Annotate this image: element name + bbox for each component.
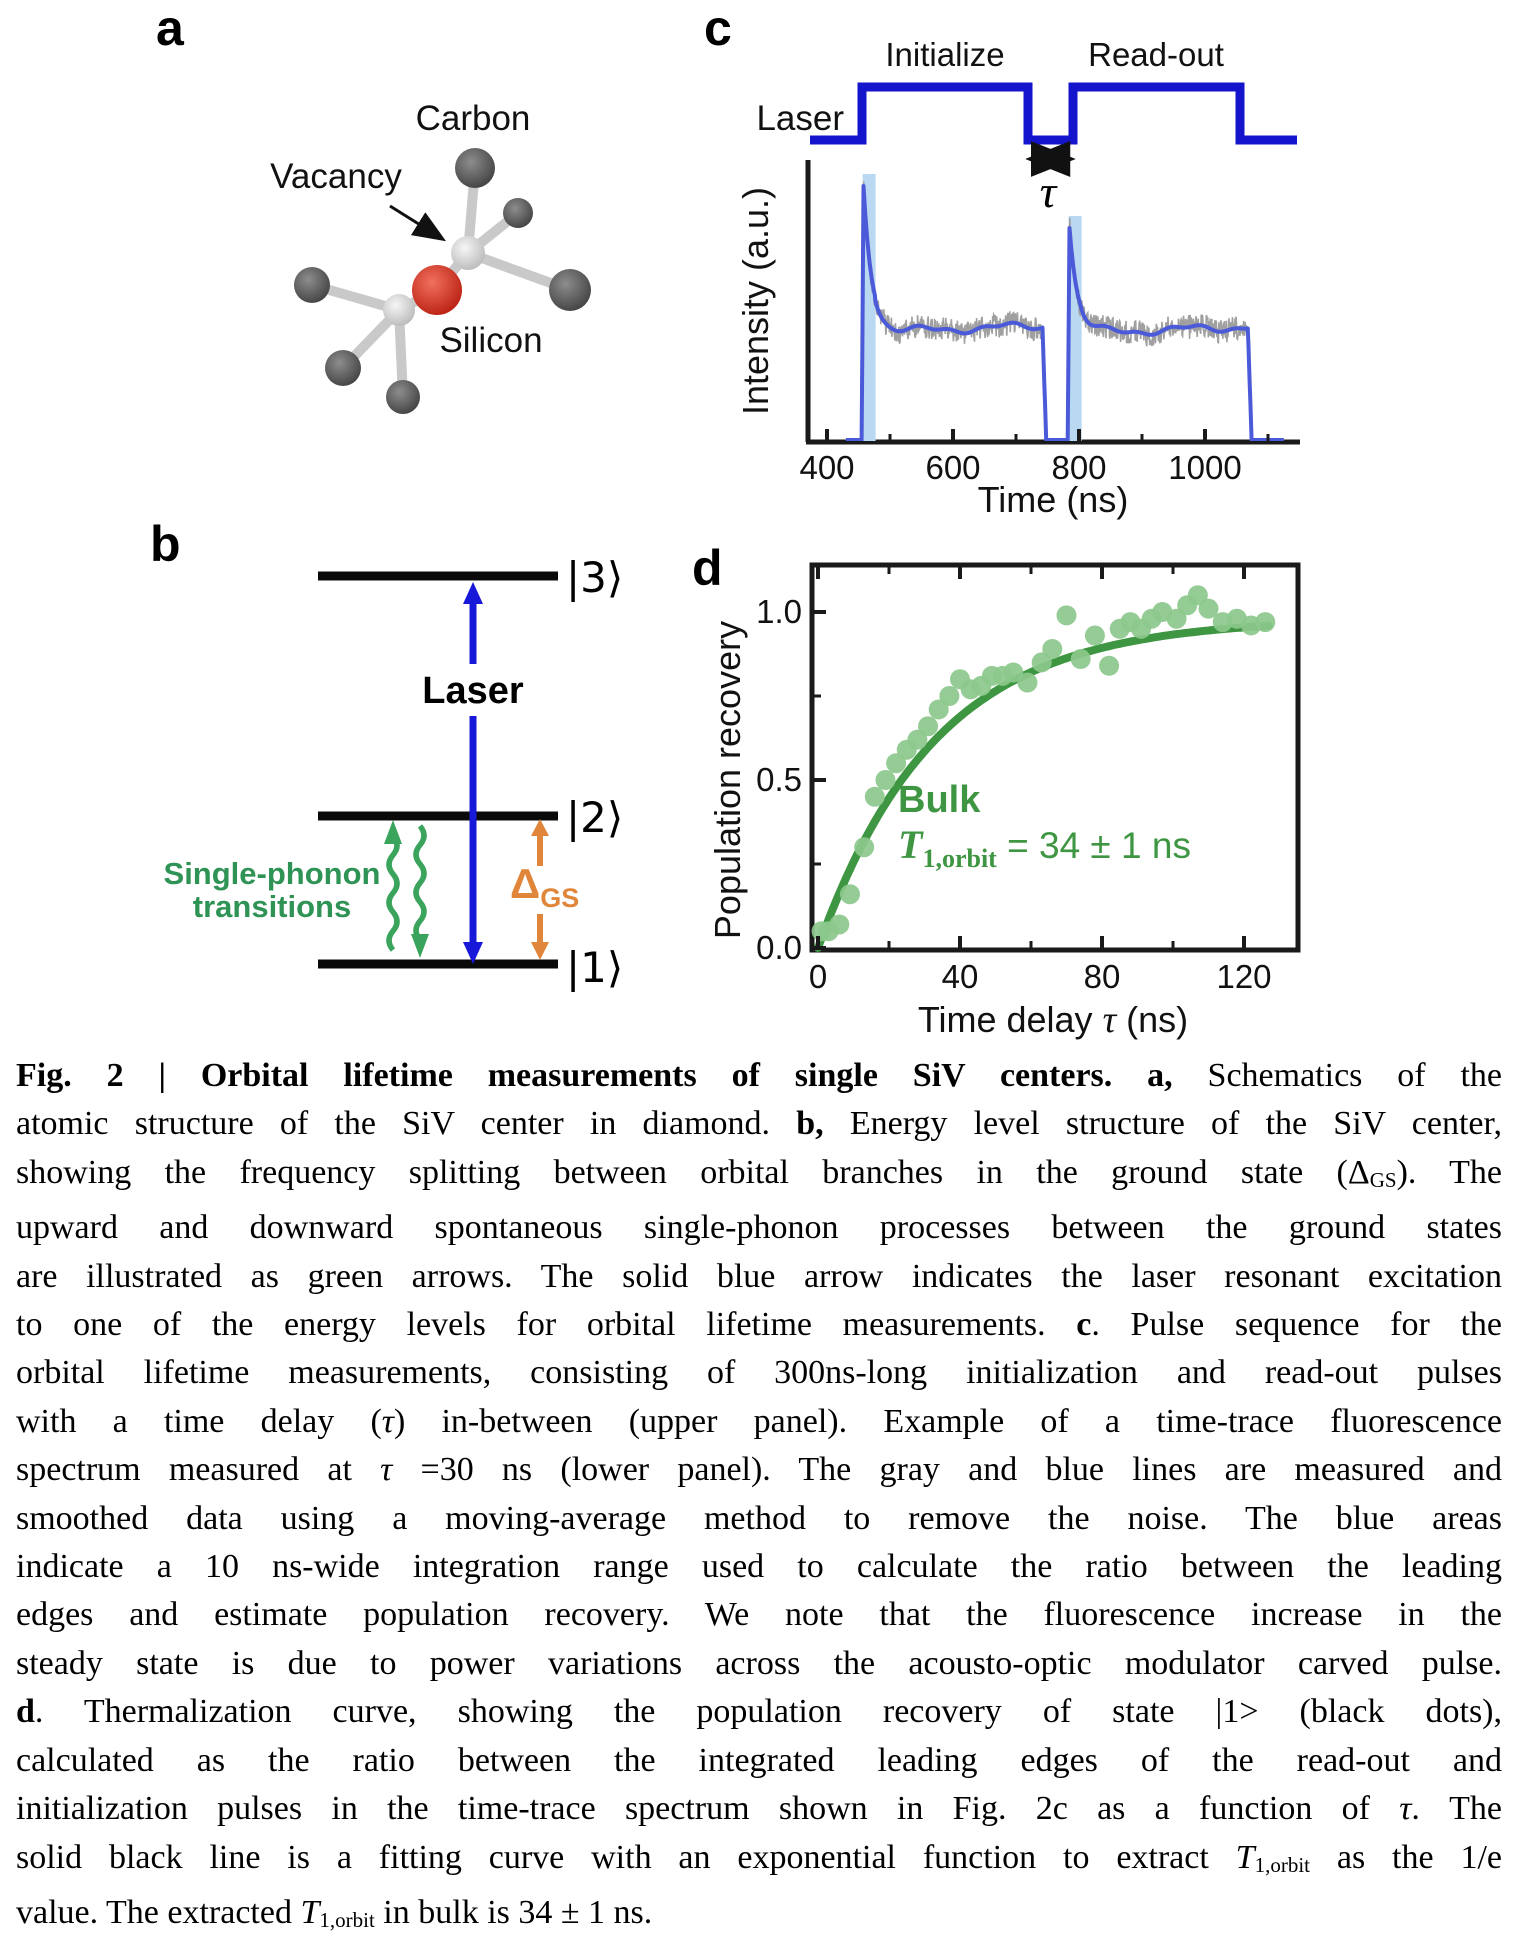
panel-c-pulse-and-trace xyxy=(600,0,1514,540)
x-tick-label: 1000 xyxy=(1168,449,1242,486)
laser-label: Laser xyxy=(422,670,524,712)
caption-text: smoothed data using a moving-average method to remove the noise. The blue areas xyxy=(16,1499,1502,1537)
data-point xyxy=(939,686,959,706)
caption-text: initialization pulses in the time-trace spectrum shown in Fig. 2c as a function of xyxy=(16,1790,1400,1828)
caption-line xyxy=(16,1204,1502,1252)
data-point xyxy=(865,787,885,807)
caption-text: value. The extracted xyxy=(16,1893,301,1931)
caption-text: c xyxy=(1076,1306,1092,1344)
data-point xyxy=(1099,656,1119,676)
bulk-annotation: Bulk xyxy=(898,779,981,821)
caption-line xyxy=(16,1253,1502,1301)
caption-text: solid black line is a fitting curve with an exponential function to extract xyxy=(16,1838,1236,1876)
caption-text: 1,orbit xyxy=(319,1907,375,1932)
caption-text: 1,orbit xyxy=(1254,1852,1311,1877)
caption-text: T xyxy=(1235,1838,1255,1876)
level-3-label: |3⟩ xyxy=(566,553,624,602)
silicon-label: Silicon xyxy=(439,321,543,360)
recovery-data xyxy=(812,585,1276,948)
data-point xyxy=(854,837,874,857)
caption-text: τ xyxy=(1399,1790,1412,1828)
phonon-up-arrow xyxy=(389,836,397,950)
caption-text: . The xyxy=(1411,1790,1503,1828)
data-point xyxy=(829,914,849,934)
t1-orbit-annotation: T1,orbit = 34 ± 1 ns xyxy=(898,822,1191,873)
laser-arrow xyxy=(463,582,483,964)
smoothed-trace xyxy=(846,186,1284,440)
panel-c-label: c xyxy=(704,0,732,56)
caption-text: steady state is due to power variations across the acousto-optic modulator carved pulse. xyxy=(16,1644,1502,1682)
caption-line xyxy=(16,1640,1502,1688)
x-tick-label: 400 xyxy=(799,449,855,486)
tau-delay-label: τ xyxy=(1039,166,1057,217)
data-point xyxy=(1017,673,1037,693)
caption-line xyxy=(16,1688,1502,1736)
recovery-xlabel: Time delay τ (ns) xyxy=(917,999,1189,1041)
x-tick-label: 0 xyxy=(808,958,828,995)
caption-line xyxy=(16,1149,1502,1204)
data-point xyxy=(1255,612,1275,632)
caption-text: ). The xyxy=(1396,1153,1503,1191)
x-tick-label: 80 xyxy=(1083,958,1121,995)
silicon-atom xyxy=(412,265,462,315)
single-phonon-arrows xyxy=(384,820,429,958)
caption-text: calculated as the ratio between the integrated leading edges of the read-out and xyxy=(16,1741,1502,1779)
caption-text: are illustrated as green arrows. The solid blue arrow indicates the laser resonant excitation xyxy=(16,1257,1502,1295)
data-point xyxy=(1085,626,1105,646)
caption-text: indicate a 10 ns-wide integration range used to calculate the ratio between the leading xyxy=(16,1548,1502,1586)
caption-text: τ xyxy=(381,1402,394,1440)
x-tick-label: 600 xyxy=(925,449,981,486)
caption-text: orbital lifetime measurements, consisting of 300ns-long initialization and read-out pulses xyxy=(16,1354,1502,1392)
caption-text: GS xyxy=(1369,1167,1397,1192)
x-tick-label: 40 xyxy=(941,958,979,995)
caption-text: d xyxy=(16,1693,35,1731)
figure-caption xyxy=(16,1052,1502,1944)
caption-line xyxy=(16,1834,1502,1889)
caption-text: atomic structure of the SiV center in diamond. xyxy=(16,1105,797,1143)
caption-line xyxy=(16,1398,1502,1446)
laser-pulse-waveform xyxy=(810,87,1297,140)
vacancy-label: Vacancy xyxy=(270,157,402,196)
caption-text: in bulk is 34 ± 1 ns. xyxy=(374,1893,653,1931)
data-point xyxy=(918,716,938,736)
panel-a-structure xyxy=(140,60,660,440)
data-point xyxy=(1057,605,1077,625)
caption-text: ) in-between (upper panel). Example of a time-trace fluorescence xyxy=(393,1402,1502,1440)
caption-line xyxy=(16,1100,1502,1148)
caption-line xyxy=(16,1301,1502,1349)
readout-label: Read-out xyxy=(1088,36,1224,73)
caption-line xyxy=(16,1495,1502,1543)
trace-ylabel: Intensity (a.u.) xyxy=(735,186,776,416)
panel-b-label: b xyxy=(150,516,181,572)
measured-trace xyxy=(862,182,1043,440)
measured-trace xyxy=(1068,218,1248,439)
caption-text: showing the frequency splitting between orbital branches in the ground state (Δ xyxy=(16,1153,1370,1191)
panel-d-label: d xyxy=(692,540,723,596)
vacancy-arrow xyxy=(390,206,441,238)
caption-text: T xyxy=(300,1893,320,1931)
data-point xyxy=(1042,639,1062,659)
carbon-label: Carbon xyxy=(415,99,531,138)
caption-text: with a time delay ( xyxy=(16,1402,382,1440)
data-point xyxy=(1071,649,1091,669)
panel-a-label: a xyxy=(156,0,184,56)
y-tick-label: 0.0 xyxy=(756,929,802,966)
caption-text: =30 ns (lower panel). The gray and blue lines are measured and xyxy=(392,1451,1502,1489)
caption-text: as the 1/e xyxy=(1310,1838,1502,1876)
y-tick-label: 0.5 xyxy=(756,761,802,798)
recovery-ylabel: Population recovery xyxy=(707,620,748,940)
caption-line xyxy=(16,1889,1502,1944)
laser-pulse-label: Laser xyxy=(756,99,844,138)
caption-text: Fig. 2 | Orbital lifetime measurements of single SiV centers. a, xyxy=(16,1057,1173,1094)
panel-d-thermalization xyxy=(660,540,1514,1060)
caption-text: τ xyxy=(380,1451,393,1489)
trace-xlabel: Time (ns) xyxy=(977,479,1129,520)
data-point xyxy=(875,770,895,790)
initialize-label: Initialize xyxy=(885,36,1005,73)
panel-b-energy-levels xyxy=(120,510,700,1020)
data-point xyxy=(840,884,860,904)
fluorescence-trace xyxy=(846,174,1284,441)
single-phonon-label-line2: transitions xyxy=(192,889,352,924)
caption-text: . Pulse sequence for the xyxy=(1091,1306,1502,1344)
single-phonon-label-line1: Single-phonon xyxy=(163,856,381,891)
x-tick-label: 800 xyxy=(1051,449,1107,486)
caption-line xyxy=(16,1591,1502,1639)
caption-text: b, xyxy=(796,1105,824,1143)
level-1-label: |1⟩ xyxy=(566,943,624,992)
caption-text: upward and downward spontaneous single-phonon processes between the ground states xyxy=(16,1209,1502,1247)
caption-text: edges and estimate population recovery. We note that the fluorescence increase in the xyxy=(16,1596,1502,1634)
caption-line xyxy=(16,1446,1502,1494)
caption-line xyxy=(16,1785,1502,1833)
delta-gs-label: ΔGS xyxy=(510,860,580,913)
caption-text: Energy level structure of the SiV center, xyxy=(823,1105,1502,1143)
caption-text: to one of the energy levels for orbital lifetime measurements. xyxy=(16,1306,1077,1344)
caption-line xyxy=(16,1543,1502,1591)
x-tick-label: 120 xyxy=(1216,958,1272,995)
caption-line xyxy=(16,1737,1502,1785)
caption-line xyxy=(16,1349,1502,1397)
phonon-down-arrow xyxy=(416,826,424,940)
caption-text: Schematics of the xyxy=(1172,1057,1502,1094)
caption-text: . Thermalization curve, showing the population recovery of state |1> (black dots), xyxy=(34,1693,1502,1731)
caption-line xyxy=(16,1052,1502,1100)
caption-text: spectrum measured at xyxy=(16,1451,381,1489)
level-2-label: |2⟩ xyxy=(566,793,624,842)
y-tick-label: 1.0 xyxy=(756,593,802,630)
